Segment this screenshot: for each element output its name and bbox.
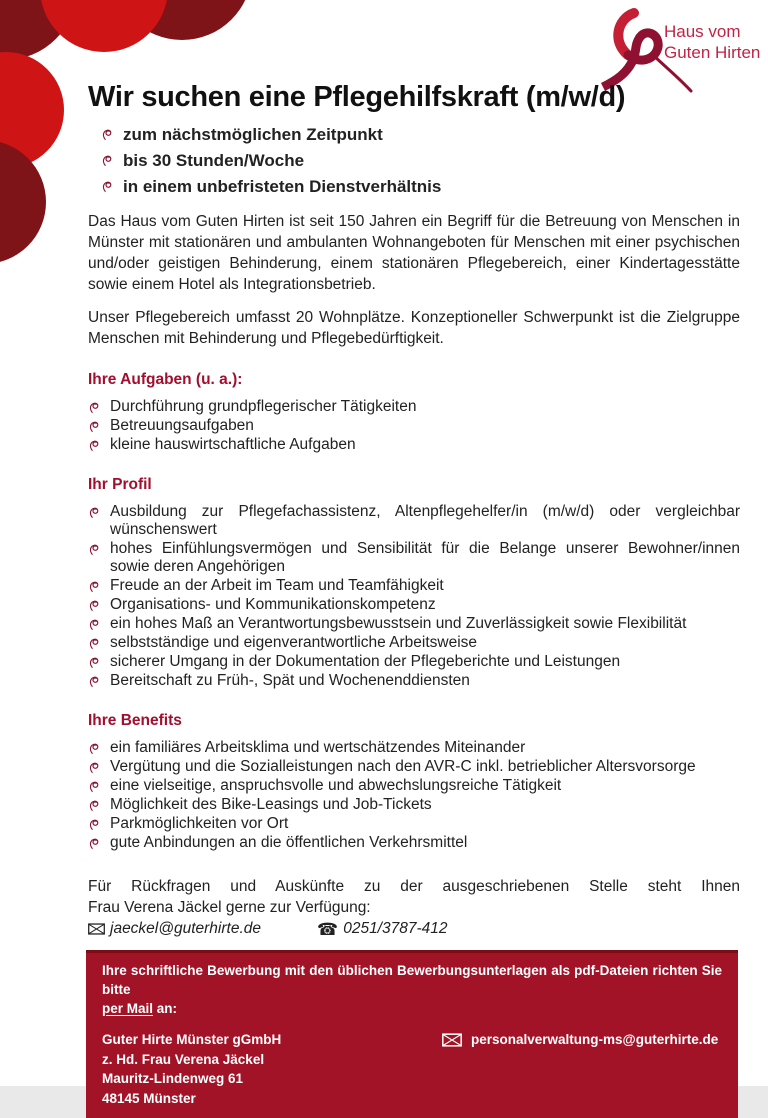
application-intro-line2	[102, 1001, 177, 1016]
list-item	[88, 777, 740, 795]
list-item-text: ein familiäres Arbeitsklima und wertschätzendes Miteinander	[110, 739, 526, 756]
list-item-text: Vergütung und die Sozialleistungen nach den AVR-C inkl. betrieblicher Altersvorsorge	[110, 758, 696, 775]
list-item	[88, 796, 740, 814]
application-intro	[102, 961, 722, 1018]
ribbon-bullet-icon	[88, 637, 101, 650]
intro-paragraph-2: Unser Pflegebereich umfasst 20 Wohnplätze. Konzeptioneller Schwerpunkt ist die Zielgruppe Menschen mit Behinderung und Pflegebedürftigkeit.	[88, 309, 740, 347]
ribbon-bullet-icon	[88, 401, 101, 414]
contact-text-line1: Für Rückfragen und Auskünfte zu der ausgeschriebenen Stelle steht Ihnen	[88, 878, 740, 895]
section-heading: Ihre Benefits	[88, 712, 182, 729]
ribbon-bullet-icon	[88, 675, 101, 688]
list-item-text: Parkmöglichkeiten vor Ort	[110, 815, 289, 832]
list-item-text: selbstständige und eigenverantwortliche Arbeitsweise	[110, 634, 478, 651]
list-item	[88, 417, 740, 435]
list-item	[102, 1089, 442, 1109]
list-item	[88, 503, 740, 539]
ribbon-bullet-icon	[88, 799, 101, 812]
job-section	[88, 712, 740, 852]
list-item-text: Durchführung grundpflegerischer Tätigkeiten	[110, 398, 417, 415]
list-item-text: z. Hd. Frau Verena Jäckel	[102, 1051, 265, 1067]
list-item	[88, 634, 740, 652]
list-item	[88, 540, 740, 576]
ribbon-bullet-icon	[88, 837, 101, 850]
list-item	[101, 148, 740, 173]
ribbon-bullet-icon	[88, 420, 101, 433]
list-item-text: bis 30 Stunden/Woche	[123, 151, 305, 170]
ribbon-bullet-icon	[101, 128, 114, 141]
list-item	[88, 577, 740, 595]
postal-address	[102, 1030, 442, 1108]
list-item-text: 48145 Münster	[102, 1090, 196, 1106]
list-item-text: gute Anbindungen an die öffentlichen Verkehrsmittel	[110, 834, 468, 851]
job-section	[88, 476, 740, 690]
list-item	[88, 615, 740, 633]
logo-line1: Haus vom	[664, 22, 741, 41]
section-list	[88, 503, 740, 690]
list-item	[102, 1069, 442, 1089]
section-heading: Ihr Profil	[88, 476, 152, 493]
section-list	[88, 398, 740, 454]
job-section	[88, 371, 740, 454]
ribbon-bullet-icon	[88, 656, 101, 669]
contact-phone-text: 0251/3787-412	[343, 920, 448, 937]
ribbon-bullet-icon	[88, 580, 101, 593]
ribbon-bullet-icon	[88, 818, 101, 831]
list-item-text: hohes Einfühlungsvermögen und Sensibilität für die Belange unserer Bewohner/innen sowie deren Angehörigen	[110, 540, 740, 575]
list-item-text: Ausbildung zur Pflegefachassistenz, Altenpflegehelfer/in (m/w/d) oder vergleichbar wünschenswert	[110, 503, 740, 538]
list-item	[88, 398, 740, 416]
ribbon-bullet-icon	[88, 780, 101, 793]
application-intro-line1: Ihre schriftliche Bewerbung mit den üblichen Bewerbungsunterlagen als pdf-Dateien richten Sie bitte	[102, 963, 722, 997]
contact-text-line2: Frau Verena Jäckel gerne zur Verfügung:	[88, 899, 371, 916]
section-heading: Ihre Aufgaben (u. a.):	[88, 371, 243, 388]
intro-paragraph-1: Das Haus vom Guten Hirten ist seit 150 Jahren ein Begriff für die Betreuung von Menschen in Münster mit stationären und ambulanten Wohnangeboten für Menschen mit einer psychischen und/oder geistigen Behinderung, einem stationären Pflegebereich, einer Kindertagesstätte sowie einem Hotel als Integrationsbetrieb.	[88, 213, 740, 293]
list-item-text: Guter Hirte Münster gGmbH	[102, 1032, 282, 1047]
list-item-text: ein hohes Maß an Verantwortungsbewusstsein und Zuverlässigkeit sowie Flexibilität	[110, 615, 687, 632]
list-item-text: Betreuungsaufgaben	[110, 417, 254, 434]
ribbon-bullet-icon	[88, 506, 101, 519]
list-item	[102, 1030, 442, 1050]
ribbon-bullet-icon	[101, 154, 114, 167]
sections	[88, 371, 740, 852]
list-item-text: eine vielseitige, anspruchsvolle und abwechslungsreiche Tätigkeit	[110, 777, 562, 794]
list-item	[101, 122, 740, 147]
list-item	[88, 653, 740, 671]
list-item-text: Möglichkeit des Bike-Leasings und Job-Tickets	[110, 796, 432, 813]
list-item	[88, 672, 740, 690]
contact-block	[88, 876, 740, 938]
phone-icon: ☎	[317, 919, 339, 939]
contact-text	[88, 876, 740, 918]
page-title: Wir suchen eine Pflegehilfskraft (m/w/d)	[88, 81, 626, 113]
footer-email-text: personalverwaltung-ms@guterhirte.de	[471, 1032, 719, 1047]
logo-line2: Guten Hirten	[664, 43, 761, 62]
list-item-text: kleine hauswirtschaftliche Aufgaben	[110, 436, 356, 453]
list-item-text: sicherer Umgang in der Dokumentation der Pflegeberichte und Leistungen	[110, 653, 621, 670]
list-item-text: Organisations- und Kommunikationskompetenz	[110, 596, 436, 613]
per-mail-underline: per Mail	[102, 1001, 154, 1016]
ribbon-bullet-icon	[101, 180, 114, 193]
list-item	[88, 815, 740, 833]
list-item-text: Mauritz-Lindenweg 61	[102, 1071, 244, 1086]
ribbon-bullet-icon	[88, 618, 101, 631]
list-item-text: Bereitschaft zu Früh-, Spät und Wochenenddiensten	[110, 672, 470, 689]
contact-email	[88, 920, 261, 938]
ribbon-bullet-icon	[88, 543, 101, 556]
ribbon-bullet-icon	[88, 742, 101, 755]
footer-email	[442, 1030, 718, 1049]
contact-phone	[317, 920, 447, 938]
list-item-text: Freude an der Arbeit im Team und Teamfähigkeit	[110, 577, 444, 594]
list-item	[101, 174, 740, 199]
list-item	[102, 1050, 442, 1070]
list-item-text: zum nächstmöglichen Zeitpunkt	[123, 125, 383, 144]
list-item	[88, 739, 740, 757]
application-box	[86, 950, 738, 1118]
ribbon-bullet-icon	[88, 599, 101, 612]
section-list	[88, 739, 740, 852]
envelope-icon	[442, 1033, 462, 1047]
contact-email-text: jaeckel@guterhirte.de	[110, 920, 262, 937]
list-item	[88, 436, 740, 454]
ribbon-bullet-icon	[88, 439, 101, 452]
list-item	[88, 596, 740, 614]
ribbon-bullet-icon	[88, 761, 101, 774]
highlights-list	[101, 122, 740, 199]
list-item-text: in einem unbefristeten Dienstverhältnis	[123, 177, 442, 196]
list-item	[88, 758, 740, 776]
list-item	[88, 834, 740, 852]
application-intro-after: an:	[153, 1001, 178, 1016]
envelope-icon	[88, 923, 105, 935]
